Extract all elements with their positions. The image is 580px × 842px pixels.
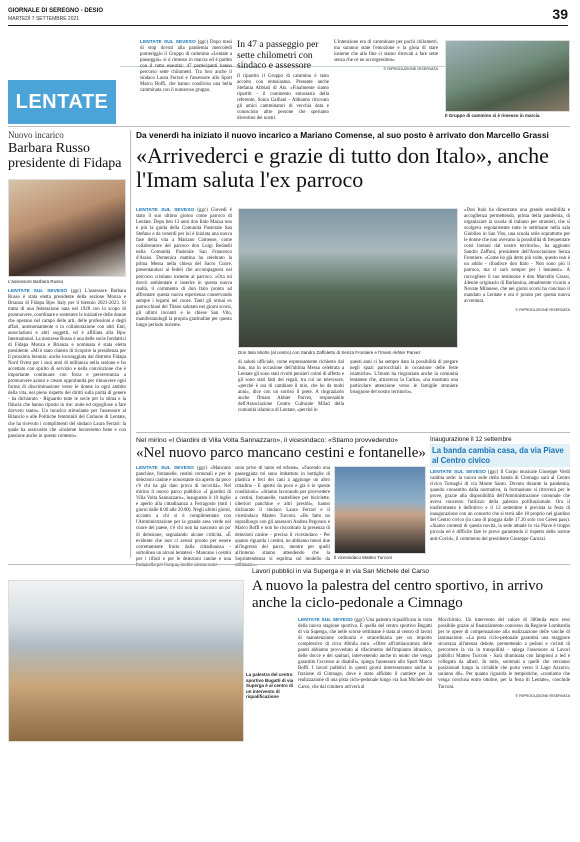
gym-story-col2: Mocchirolo. Un intervento del valore di 300mila euro reso possibile grazie al finanziamento concesso da Regione Lombardia per le opere di compensazione alla realizzazione delle vasche di laminazione. «La pista ciclo-pedonale garantirà una maggiore sicurezza all'utenza debole, permettendo a pedoni e ciclisti di percorrere la via in tranquillità - spiega l'assessore ai Lavori pubblici Matteo Turconi - Sarà illuminata con lampioni a led e collegata da alberi. In tutto, sommati a quelli che verranno posizionati lungo la ciclabile che porta verso il Lago Azzurro, saranno 46». Per quanto riguarda le tempistiche, «contiamo che venga conclusa entro ottobre, per la festa di Lentate», conclude Turconi. © RIPRODUZIONE RISERVATA [438,618,570,698]
park-story [136,436,426,568]
top-story-credit: © RIPRODUZIONE RISERVATA [383,67,438,72]
top-story-headline: In 47 a passeggio per sette chilometri con sindaco e assessore [237,39,319,71]
gym-photo [8,580,244,742]
gym-story-headline: A nuovo la palestra del centro sportivo, in arrivo anche la ciclo-pedonale a Cimnago [252,578,544,611]
main-story [136,130,570,430]
sidebar-kicker-top: Nuovo incarico [8,130,64,140]
gym-story [8,568,570,838]
divider [8,126,570,127]
main-story-credit: © RIPRODUZIONE RISERVATA [515,307,570,312]
main-story-col1: LENTATE SUL SEVESO (ggc) Giovedì è stato il suo ultimo giorno come parroco di Lentate. Dopo ben 13 anni don Italo Mazza non è più la guida della Comunità Pastorale San Stefano e da venerdì per lui è iniziata una nuova fase della vita a Mariano Comense, come collaboratore del parroco don Luigi Redaelli nella Comunità Pastorale San Francesco d'Assisi. Domenica mattina ha celebrato la prima Messa nella chiesa del Sacro Cuore, presentandosi ai fedeli che accompagnerà nel percorso cristiano insieme al parroco. «Ora mi dovrò ambientare e inserire in questa nuova realtà, il commento di don Italo pronto ad affrontare questa nuova esperienza conservando sempre i legami nel cuore. Tanti gli ormai ex parrocchiani del Titano salutato nei giorni scorsi, gli ultimi incontri e le chiese San Vito, manifestandogli la propria gratitudine per questo lungo periodo insieme. [136,208,232,328]
matteo-turconi-photo [334,466,426,554]
civic-story-overline: Inaugurazione il 12 settembre [430,436,512,443]
divider [8,564,570,565]
civic-story [430,436,570,560]
sidebar-body: LENTATE SUL SEVESO (ggc) L'assessore Barbara Russo è stata eletta presidente della sezione Monza e Brianza di Fidapa Bpw Italy per il biennio 2021-2023. Si tratta di una federazione nata nel 1928 con lo scopo di promuovere, coordinare e sostenere le iniziative delle donne che operano nel campo delle arti, delle professioni e degli affari, autonomamente o in collaborazione con altri Enti, associazioni e altri soggetti, ed è affiliata alla Bpw International. La monzese Russo è una delle socie fondatrici di Fidapa Monza e Brianza e nominata è stata eletta presidente. «Mi è stato chiesto di ricoprire la presidenza per il prossimo biennio: anche incoraggiata dal distretto Fidapa Nord Ovest per i suoi anni di militanza nella sezione e ho accettato con spirito di servizio e nella convinzione che è importante continuare con forza e perseveranza a promuovere azioni e creare opportunità per rimuovere ogni forma di discriminazione verso le donne in ogni ambito della vita, nel pieno rispetto dei diritti sulla parità di genere - ha dichiarato - Riguardo tutte le socie per la stima e la fiducia che hanno riposto in me: unite ed orgogliose a fare davvero tanto». Un incarico stimolante per l'assessore al Bilancio e alle Politiche femminili del Comune di Lentate, che ha ricevuto i complimenti del sindaco Laura Ferrari: la quale ha assicurato che «insieme lavoreremo bene e con passione anche in questo contesto». [8,288,127,439]
don-italo-photo [238,208,458,348]
park-story-col2: sono prive di tanto ed erbose». «Facendo una passeggiata mi sono imbattuto in bottiglie di plastica e feci dei cani a aggiunge un altro cittadino - E aperto da poco e già è in queste condizioni». «Stiamo lavorando per provvedere a cestini, fontanelle, rastrelliere per biciclette, ulteriori panchine e altri presidi», hanno dichiarato il sindaco Laura Ferrari e il vicesindaco Matteo Turconi. «Ho fatto un sopralluogo con gli assessori Andrea Pegoraro e Marco Boffi e non ho riscontrato la presenza di deiezioni canine - precisa il vicesindaco - Per quanto riguarda i cestini, ne abbiamo messi due all'ingresso del parco, mentre per quelli all'interno stiamo attendendo che la Soprintendenza si esprima sul modello da utilizzare». [235,466,330,568]
sidebar-headline: Barbara Russo presidente di Fidapa [8,141,122,171]
divider [136,432,570,433]
walking-group-caption: Il Gruppo di cammino si è rimesso in marcia [445,113,540,118]
paper-name: GIORNALE DI SEREGNO - DESIO [8,8,104,14]
main-story-headline: «Arrivederci e grazie di tutto don Italo», anche l'Imam saluta l'ex parroco [136,143,549,192]
gym-story-col1: LENTATE SUL SEVESO (ggc) Una palestra riqualificata in vista della nuova stagione sportiva. È quella del centro sportivo Bugatti di via Superga, che nelle scorse settimane è stata al centro di lavori di manutenzione ordinaria e straordinaria per un importo complessivo di circa 40mila euro. «Oltre all'imbiancatura delle pareti abbiamo provveduto al rifacimento dell'impianto idraulico, delle docce e dei sanitari, intervenendo anche in modo che venga garantito l'accesso ai disabili», spiega l'assessore allo Sport Marco Boffi. I lavori pubblici in questi giorni interesseranno anche la frazione di Cimnago, dove è stato affidato il cantiere per la realizzazione di una pista ciclo-pedonale lungo via San Michele del Carso, che dal cimitero arriverà al [298,618,432,690]
top-story-body-right: L'intenzione era di camminare per pochi chilometri, ma saranno state l'emozione e la gioia di stare insieme che alla fine ci siamo ritrovati a fare sette senza che ce ne accorgessimo». © RIPRODUZIONE RISERVATA [334,40,438,72]
civic-story-headline: La banda cambia casa, da via Piave al Centro civico [430,444,570,467]
sidebar-photo-caption: L'assessore Barbara Russo [8,279,64,284]
section-label: LENTATE [8,80,116,124]
civic-story-body: LENTATE SUL SEVESO (ggc) Il Corpo musicale Giuseppe Verdi cambia sede: la nuova sede della banda di Cimnago sarà al Centro civico Tornaghi di via Monte Santo. Dovuto durante la pandemia, quando consentito dalla normativa, la formazione si ritroverà per le prove, grazie alla disponibilità dell'Amministrazione comunale che aveva concesso l'utilizzo della palestra polifunzionale. Ora il trasferimento è definitivo e il 12 settembre è prevista la festa di inaugurazione con un concerto che si terrà alle 18 proprio nel giardino del Centro civico (in caso di pioggia dalle 17.30 solo con Green pass). «Siamo contenti di questa novità, la sede attuale in via Piave è troppo piccola ed è difficile fare le prove garantendo il rispetto delle norme anti-Covid», il commento del presidente Giuseppe Carozzi. [430,470,570,542]
issue-date: MARTEDÌ 7 SETTEMBRE 2021 [8,16,80,22]
main-story-col3: questi anni ci ha sempre dato la possibilità di pregare negli spazi parrocchiali in occasione delle feste islamiche». L'Imam ha ringraziato anche la comunità lentatese che, attraverso la Caritas, «ha mostrato una particolare attenzione verso le famiglie straniere bisognose del nostro territorio». [350,360,458,396]
top-story-col1: LENTATE SUL SEVESO (ggc) Dopo mesi di stop dovuti alla pandemia mercoledì pomeriggio il Gruppo di cammino «Lentate a passeggio» si è rimesso in marcia ed è partito con il tutto esaurito: 47 partecipanti hanno percorso sette chilometri. Tra loro anche il sindaco Laura Ferrari e l'assessore allo Sport Marco Boffi, che hanno condiviso una bella camminata con il numeroso gruppo. [140,40,232,94]
park-photo-caption: Il vicesindaco Matteo Turconi [334,555,393,560]
walking-group-photo [445,40,570,112]
sidebar-story [8,130,126,560]
main-story-col4: «Don Italo ha dimostrato una grande sensibilità e accoglienza permettendo, prima della pandemia, di organizzare la scuola di italiano per stranieri, che si svolgeva regolarmente tutte le settimane nella sala Giubileo in San Vito, una scuola utile soprattutto per le donne che non avevano la possibilità di frequentare corsi lontani dal nostro territorio», ha aggiunto Sandro Zaffoni, presidente dell'Associazione Senza Frontiere. «Come ho già detto più volte, questo non è un addio - ribadisce don Italo - Non sono più il parroco, ma ci sarò sempre per i lentatesi». A raccogliere il suo testimone è don Marcello Grassi, 44enne originario di Barlassina, attualmente vicario a Novate Milanese, che nei giorni scorsi ha concluso il mandato a Lentate e ora è pronto per questa nuova avventura. © RIPRODUZIONE RISERVATA [464,208,570,312]
gym-story-credit: © RIPRODUZIONE RISERVATA [515,693,570,698]
main-story-overline: Da venerdì ha iniziato il nuovo incarico a Mariano Comense, al suo posto è arrivato don Marcello Grassi [136,130,549,140]
top-story [140,39,440,121]
barbara-russo-photo [8,179,126,277]
main-photo-caption: Don Italo Miotto (al centro) con Sandro Zaffoletto di Senza Frontiere e l'Imam Akhter Parvez [238,350,421,355]
park-story-overline: Nel mirino «I Giardini di Villa Volta Sannazzaro», il vicesindaco: «Stiamo provvedendo» [136,437,399,444]
top-story-body-mid: Il ripartito il Gruppo di cammino è stato accolto con entusiasmo. Presente anche Stefania Abbiati di Ats. «Finalmente siamo ripartiti - il commento entusiasta della referente, Sonia Galliani - Abbiamo ritrovato gli amici camminatori di vecchia data e conosciuto altre persone che speriamo diventino dei nostri. [237,73,329,121]
park-story-col1: LENTATE SUL SEVESO (ggc) «Mancano panchine, fontanelle, cestini comunali e per le deiezioni canine e nonostante sia aperto da poco c'è chi ha già dato prova di inciviltà». Nel mirino il nuovo parco pubblico «I giardini di Villa Volta Sannazzaro», inaugurato il 10 luglio e aperto alla cittadinanza a Ferragosto (tutti i giorni dalle 8.00 alle 20.00). Negli ultimi giorni, accanto a chi si è complimentato con l'Amministrazione per la grande area verde nel cuore del paese, c'è chi non ha nascosto un po' di delusione, segnalando alcune criticità. «È evidente che non ci avessi pronto per essere correttamente fruito dalla cittadinanza - sottolinea un alcuni lentatesi - Mancano i cestini per i rifiuti e per le deiezioni canine e una fontanella per l'acqua, inoltre alcune zone [136,466,231,568]
page-number: 39 [552,6,568,22]
masthead [8,6,568,26]
gym-story-overline: Lavori pubblici in via Superga e in via San Michele del Carso [252,568,430,575]
top-story-kicker: LENTATE SUL SEVESO [140,40,196,45]
park-story-headline: «Nel nuovo parco mancano cestini e fontanelle» [136,445,426,461]
divider [130,130,131,558]
main-story-col2: di salutò ufficiale, come espressamente richiesto dal don, ma in occasione dell'ultima Messa celebrata a Lentate gli sono stati rivolti pensieri colmi di affetto e gli sono stati fatti dei regali, tra cui un televisore, «perché è ora di cambiare il mio, che ho da molti anni», dice con un sorriso il prete. A ringraziarlo anche l'Imam Akhter Parvez, responsabile dell'Associazione Centro Culturale Milad della comunità islamica di Lentate, «perché in [238,360,344,414]
gym-photo-caption: La palestra del centro sportivo Bugatti di via Superga è al centro di un intervento di riqualificazione [246,672,294,699]
top-story-body-left: Dopo mesi di stop dovuti alla pandemia mercoledì pomeriggio il Gruppo di cammino «Lentate a passeggio» si è rimesso in marcia ed è partito con il tutto esaurito: 47 partecipanti hanno percorso sette chilometri. Tra loro anche il sindaco Laura Ferrari e l'assessore allo Sport Marco Boffi, che hanno condiviso una bella camminata con il numeroso gruppo. [140,40,232,94]
